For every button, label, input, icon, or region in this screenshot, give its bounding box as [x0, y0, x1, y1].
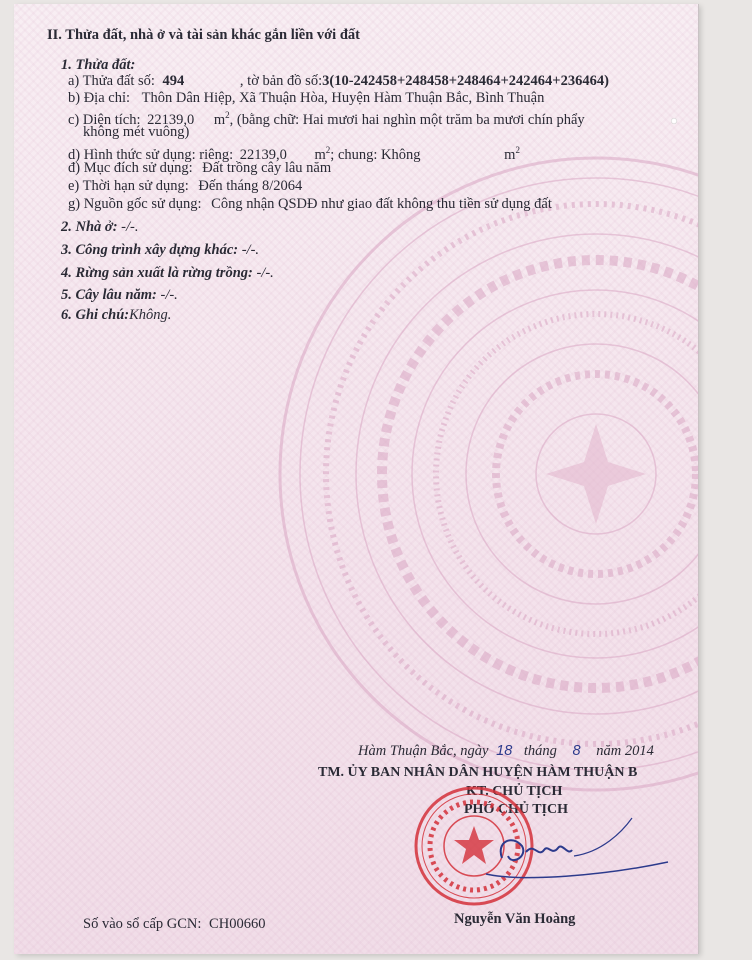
- area-words-continued: không mét vuông): [83, 124, 190, 140]
- map-sheet-number: 3(10-242458+248458+248464+242464+236464): [322, 73, 609, 89]
- house-label: 2. Nhà ở:: [61, 219, 118, 235]
- year-label: năm 2014: [596, 743, 654, 759]
- term-label: e) Thời hạn sử dụng:: [68, 178, 189, 194]
- area-label: c) Diện tích:: [68, 111, 141, 128]
- private-area: 22139,0: [239, 146, 287, 163]
- other-construction-label: 3. Công trình xây dựng khác:: [61, 242, 239, 258]
- signing-date-line: [358, 742, 654, 760]
- other-construction-value: -/-.: [241, 242, 260, 258]
- area-unit: m: [213, 111, 226, 128]
- shared-value: Không: [381, 146, 421, 163]
- bronze-drum-watermark: [276, 154, 698, 794]
- area-words: , (bằng chữ: Hai mươi hai nghìn một trăm ba mươi chín phẩy: [229, 111, 585, 128]
- shared-unit: m: [504, 146, 516, 163]
- map-sheet-label: , tờ bản đồ số:: [239, 73, 323, 89]
- registry-number: CH00660: [209, 916, 266, 932]
- purpose-row: [68, 159, 331, 177]
- other-construction-row: [61, 241, 259, 259]
- address-row: [68, 89, 544, 107]
- house-row: [61, 218, 138, 236]
- perennial-trees-value: -/-.: [160, 287, 178, 303]
- origin-row: [68, 195, 552, 213]
- issuing-authority: TM. ỦY BAN NHÂN DÂN HUYỆN HÀM THUẬN B: [318, 765, 638, 780]
- land-parcel-row: [68, 72, 609, 90]
- production-forest-label: 4. Rừng sản xuất là rừng trồng:: [61, 265, 253, 281]
- registry-row: [83, 915, 265, 933]
- signing-place: Hàm Thuận Bắc, ngày: [358, 743, 489, 759]
- role-deputy-for: KT. CHỦ TỊCH: [466, 784, 563, 799]
- origin-value: Công nhận QSDĐ như giao đất không thu tiền sử dụng đất: [211, 196, 552, 212]
- production-forest-value: -/-.: [256, 265, 274, 281]
- area-value: 22139,0: [147, 111, 195, 128]
- punch-hole: [671, 118, 677, 124]
- role-vice-chairman: PHÓ CHỦ TỊCH: [464, 802, 568, 817]
- private-unit-exponent: 2: [325, 145, 331, 155]
- purpose-label: đ) Mục đích sử dụng:: [68, 160, 193, 176]
- signing-month: 8: [572, 743, 581, 759]
- registry-label: Số vào sổ cấp GCN:: [83, 916, 202, 932]
- signer-name: Nguyễn Văn Hoàng: [454, 911, 576, 927]
- address-label: b) Địa chỉ:: [68, 90, 131, 106]
- perennial-trees-label: 5. Cây lâu năm:: [61, 287, 157, 303]
- origin-label: g) Nguồn gốc sử dụng:: [68, 196, 202, 212]
- shared-label: ; chung:: [330, 146, 378, 163]
- purpose-value: Đất trồng cây lâu năm: [202, 160, 332, 176]
- address-value: Thôn Dân Hiệp, Xã Thuận Hòa, Huyện Hàm Thuận Bắc, Bình Thuận: [141, 90, 545, 106]
- note-label: 6. Ghi chú:: [61, 307, 130, 323]
- land-heading: 1. Thửa đất:: [61, 57, 136, 73]
- signature-mark: [482, 812, 672, 884]
- parcel-number: 494: [162, 73, 185, 89]
- month-label: tháng: [523, 743, 557, 759]
- section-title: II. Thửa đất, nhà ở và tài sản khác gắn liền với đất: [47, 27, 360, 43]
- certificate-page: [14, 4, 698, 954]
- use-form-label: d) Hình thức sử dụng: riêng:: [68, 146, 234, 163]
- term-row: [68, 177, 302, 195]
- production-forest-row: [61, 264, 274, 282]
- private-unit: m: [314, 146, 326, 163]
- perennial-trees-row: [61, 286, 178, 304]
- note-row: [61, 306, 171, 324]
- house-value: -/-.: [121, 219, 139, 235]
- shared-unit-exponent: 2: [515, 145, 520, 155]
- note-value: Không.: [129, 307, 172, 323]
- term-value: Đến tháng 8/2064: [198, 178, 303, 194]
- area-unit-exponent: 2: [225, 110, 230, 120]
- parcel-label: a) Thửa đất số:: [68, 73, 155, 89]
- signing-day: 18: [496, 743, 513, 759]
